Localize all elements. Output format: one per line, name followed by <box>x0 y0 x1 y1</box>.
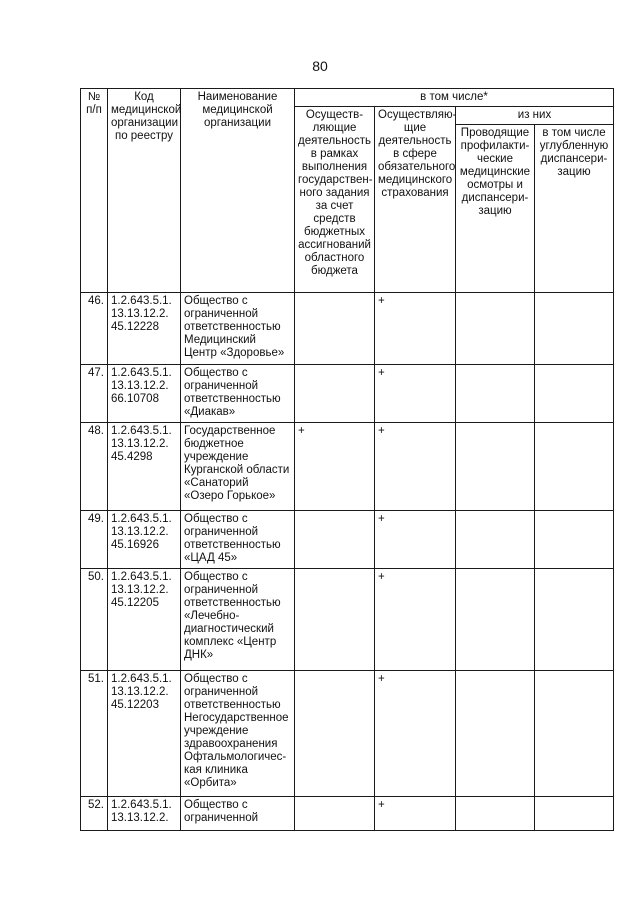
table-row <box>81 569 614 671</box>
row-oms-mark: + <box>375 365 456 423</box>
row-deep-mark <box>535 797 614 831</box>
row-prof-mark <box>456 511 535 569</box>
header-budget: Осуществ- ляющие деятельность в рамках выполнения государствен- ного задания за счет средств бюджетных ассигнований областного бюджета <box>295 107 375 293</box>
row-code: 1.2.643.5.1. 13.13.12.2. 66.10708 <box>108 365 181 423</box>
row-name: Общество с ограниченной ответственностью Медицинский Центр «Здоровье» <box>181 293 295 365</box>
header-num: № п/п <box>81 89 108 293</box>
row-name: Общество с ограниченной ответственностью «Диакав» <box>181 365 295 423</box>
page-number: 80 <box>312 58 328 74</box>
row-budget-mark <box>295 365 375 423</box>
row-prof-mark <box>456 671 535 797</box>
row-prof-mark <box>456 365 535 423</box>
row-budget-mark <box>295 797 375 831</box>
table-row <box>81 671 614 797</box>
row-number: 46. <box>81 293 108 365</box>
table-row <box>81 423 614 511</box>
row-code: 1.2.643.5.1. 13.13.12.2. 45.16926 <box>108 511 181 569</box>
row-deep-mark <box>535 569 614 671</box>
row-budget-mark <box>295 511 375 569</box>
row-number: 52. <box>81 797 108 831</box>
row-deep-mark <box>535 293 614 365</box>
row-budget-mark <box>295 569 375 671</box>
row-oms-mark: + <box>375 671 456 797</box>
medical-organizations-table <box>80 88 614 831</box>
row-number: 48. <box>81 423 108 511</box>
header-name: Наименование медицинской организации <box>181 89 295 293</box>
row-number: 50. <box>81 569 108 671</box>
row-prof-mark <box>456 293 535 365</box>
row-prof-mark <box>456 569 535 671</box>
row-deep-mark <box>535 365 614 423</box>
row-budget-mark: + <box>295 423 375 511</box>
header-of-them: из них <box>456 107 614 125</box>
header-oms: Осуществляю- щие деятельность в сфере обязательного медицинского страхования <box>375 107 456 293</box>
header-deep: в том числе углубленную диспансери- зацию <box>535 125 614 293</box>
table-row <box>81 293 614 365</box>
row-prof-mark <box>456 797 535 831</box>
row-prof-mark <box>456 423 535 511</box>
row-oms-mark: + <box>375 797 456 831</box>
row-name: Государственное бюджетное учреждение Курганской области «Санаторий «Озеро Горькое» <box>181 423 295 511</box>
row-deep-mark <box>535 423 614 511</box>
row-name: Общество с ограниченной ответственностью «Лечебно- диагностический комплекс «Центр ДНК» <box>181 569 295 671</box>
row-name: Общество с ограниченной <box>181 797 295 831</box>
row-code: 1.2.643.5.1. 13.13.12.2. 45.4298 <box>108 423 181 511</box>
row-oms-mark: + <box>375 511 456 569</box>
table-row <box>81 797 614 831</box>
row-budget-mark <box>295 671 375 797</box>
row-code: 1.2.643.5.1. 13.13.12.2. 45.12228 <box>108 293 181 365</box>
row-oms-mark: + <box>375 293 456 365</box>
header-prof: Проводящие профилакти- ческие медицинские осмотры и диспансери- зацию <box>456 125 535 293</box>
row-name: Общество с ограниченной ответственностью «ЦАД 45» <box>181 511 295 569</box>
row-oms-mark: + <box>375 423 456 511</box>
row-number: 49. <box>81 511 108 569</box>
row-code: 1.2.643.5.1. 13.13.12.2. 45.12203 <box>108 671 181 797</box>
row-oms-mark: + <box>375 569 456 671</box>
header-code: Код медицинской организации по реестру <box>108 89 181 293</box>
row-number: 47. <box>81 365 108 423</box>
header-including: в том числе* <box>295 89 614 107</box>
row-deep-mark <box>535 671 614 797</box>
row-name: Общество с ограниченной ответственностью Негосударственное учреждение здравоохранения Офтальмологичес- кая клиника «Орбита» <box>181 671 295 797</box>
row-code: 1.2.643.5.1. 13.13.12.2. <box>108 797 181 831</box>
row-budget-mark <box>295 293 375 365</box>
row-deep-mark <box>535 511 614 569</box>
row-number: 51. <box>81 671 108 797</box>
row-code: 1.2.643.5.1. 13.13.12.2. 45.12205 <box>108 569 181 671</box>
table-row <box>81 511 614 569</box>
table-row <box>81 365 614 423</box>
